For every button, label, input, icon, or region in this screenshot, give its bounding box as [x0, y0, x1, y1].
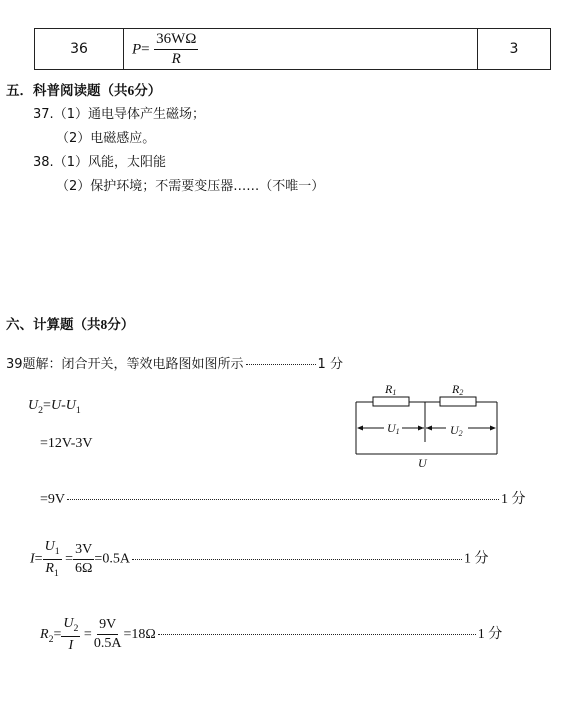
u2-label: U2	[450, 423, 463, 438]
power-fraction	[154, 32, 198, 67]
q37-part1: 37.（1）通电导体产生磁场；	[33, 107, 205, 122]
current-equation: I= $\frac{U_1}{R_1}$ = $\frac{3V}{6\Omega}$ =0.5A 1 分	[30, 539, 489, 579]
current-fraction-values: $\frac{3V}{6\Omega}$	[75, 541, 93, 576]
voltage-substitution: =12V-3V	[40, 436, 93, 451]
r2-label: R2	[452, 382, 464, 397]
q38-part1: 38.（1）风能，太阳能	[33, 155, 166, 170]
leader-dots	[132, 559, 462, 560]
section6-heading: 六、计算题（共8分）	[6, 317, 135, 333]
u1-label: U1	[387, 421, 400, 436]
leader-dots	[246, 364, 316, 365]
power-symbol: P	[132, 41, 142, 57]
score-table	[34, 28, 551, 70]
r1-label: R1	[385, 382, 397, 397]
voltage-equation: $U_2=U-U_1$	[28, 398, 81, 416]
formula-cell: P= $\frac{36W\Omega}{R}$	[124, 29, 478, 70]
resistance-fraction-values: $\frac{9V}{0.5A}$	[93, 617, 122, 652]
q38-part2: （2）保护环境；不需要变压器……（不唯一）	[56, 179, 325, 194]
points-cell: 3	[478, 29, 551, 70]
resistor-r2	[440, 397, 476, 406]
current-fraction-symbolic: $\frac{U_1}{R_1}$	[44, 539, 60, 579]
leader-dots	[158, 634, 476, 635]
circuit-diagram	[340, 378, 510, 468]
u-label: U	[418, 456, 427, 468]
leader-dots	[67, 499, 499, 500]
resistor-r1	[373, 397, 409, 406]
power-numerator: 36WΩ	[154, 32, 198, 50]
resistance-fraction-symbolic: $\frac{U_2}{I}$	[63, 616, 79, 653]
table-row	[35, 29, 551, 70]
power-denominator: R	[171, 50, 181, 67]
section5-heading: 五．科普阅读题（共6分）	[6, 83, 162, 99]
voltage-result: =9V 1 分	[40, 492, 526, 507]
q37-part2: （2）电磁感应。	[56, 131, 156, 146]
question-number-cell: 36	[35, 29, 124, 70]
q39-intro: 39题解：闭合开关，等效电路图如图所示 1 分	[6, 357, 343, 372]
resistance-equation: $R_2=$ $\frac{U_2}{I}$ = $\frac{9V}{0.5A}$ =18Ω 1 分	[40, 616, 503, 653]
